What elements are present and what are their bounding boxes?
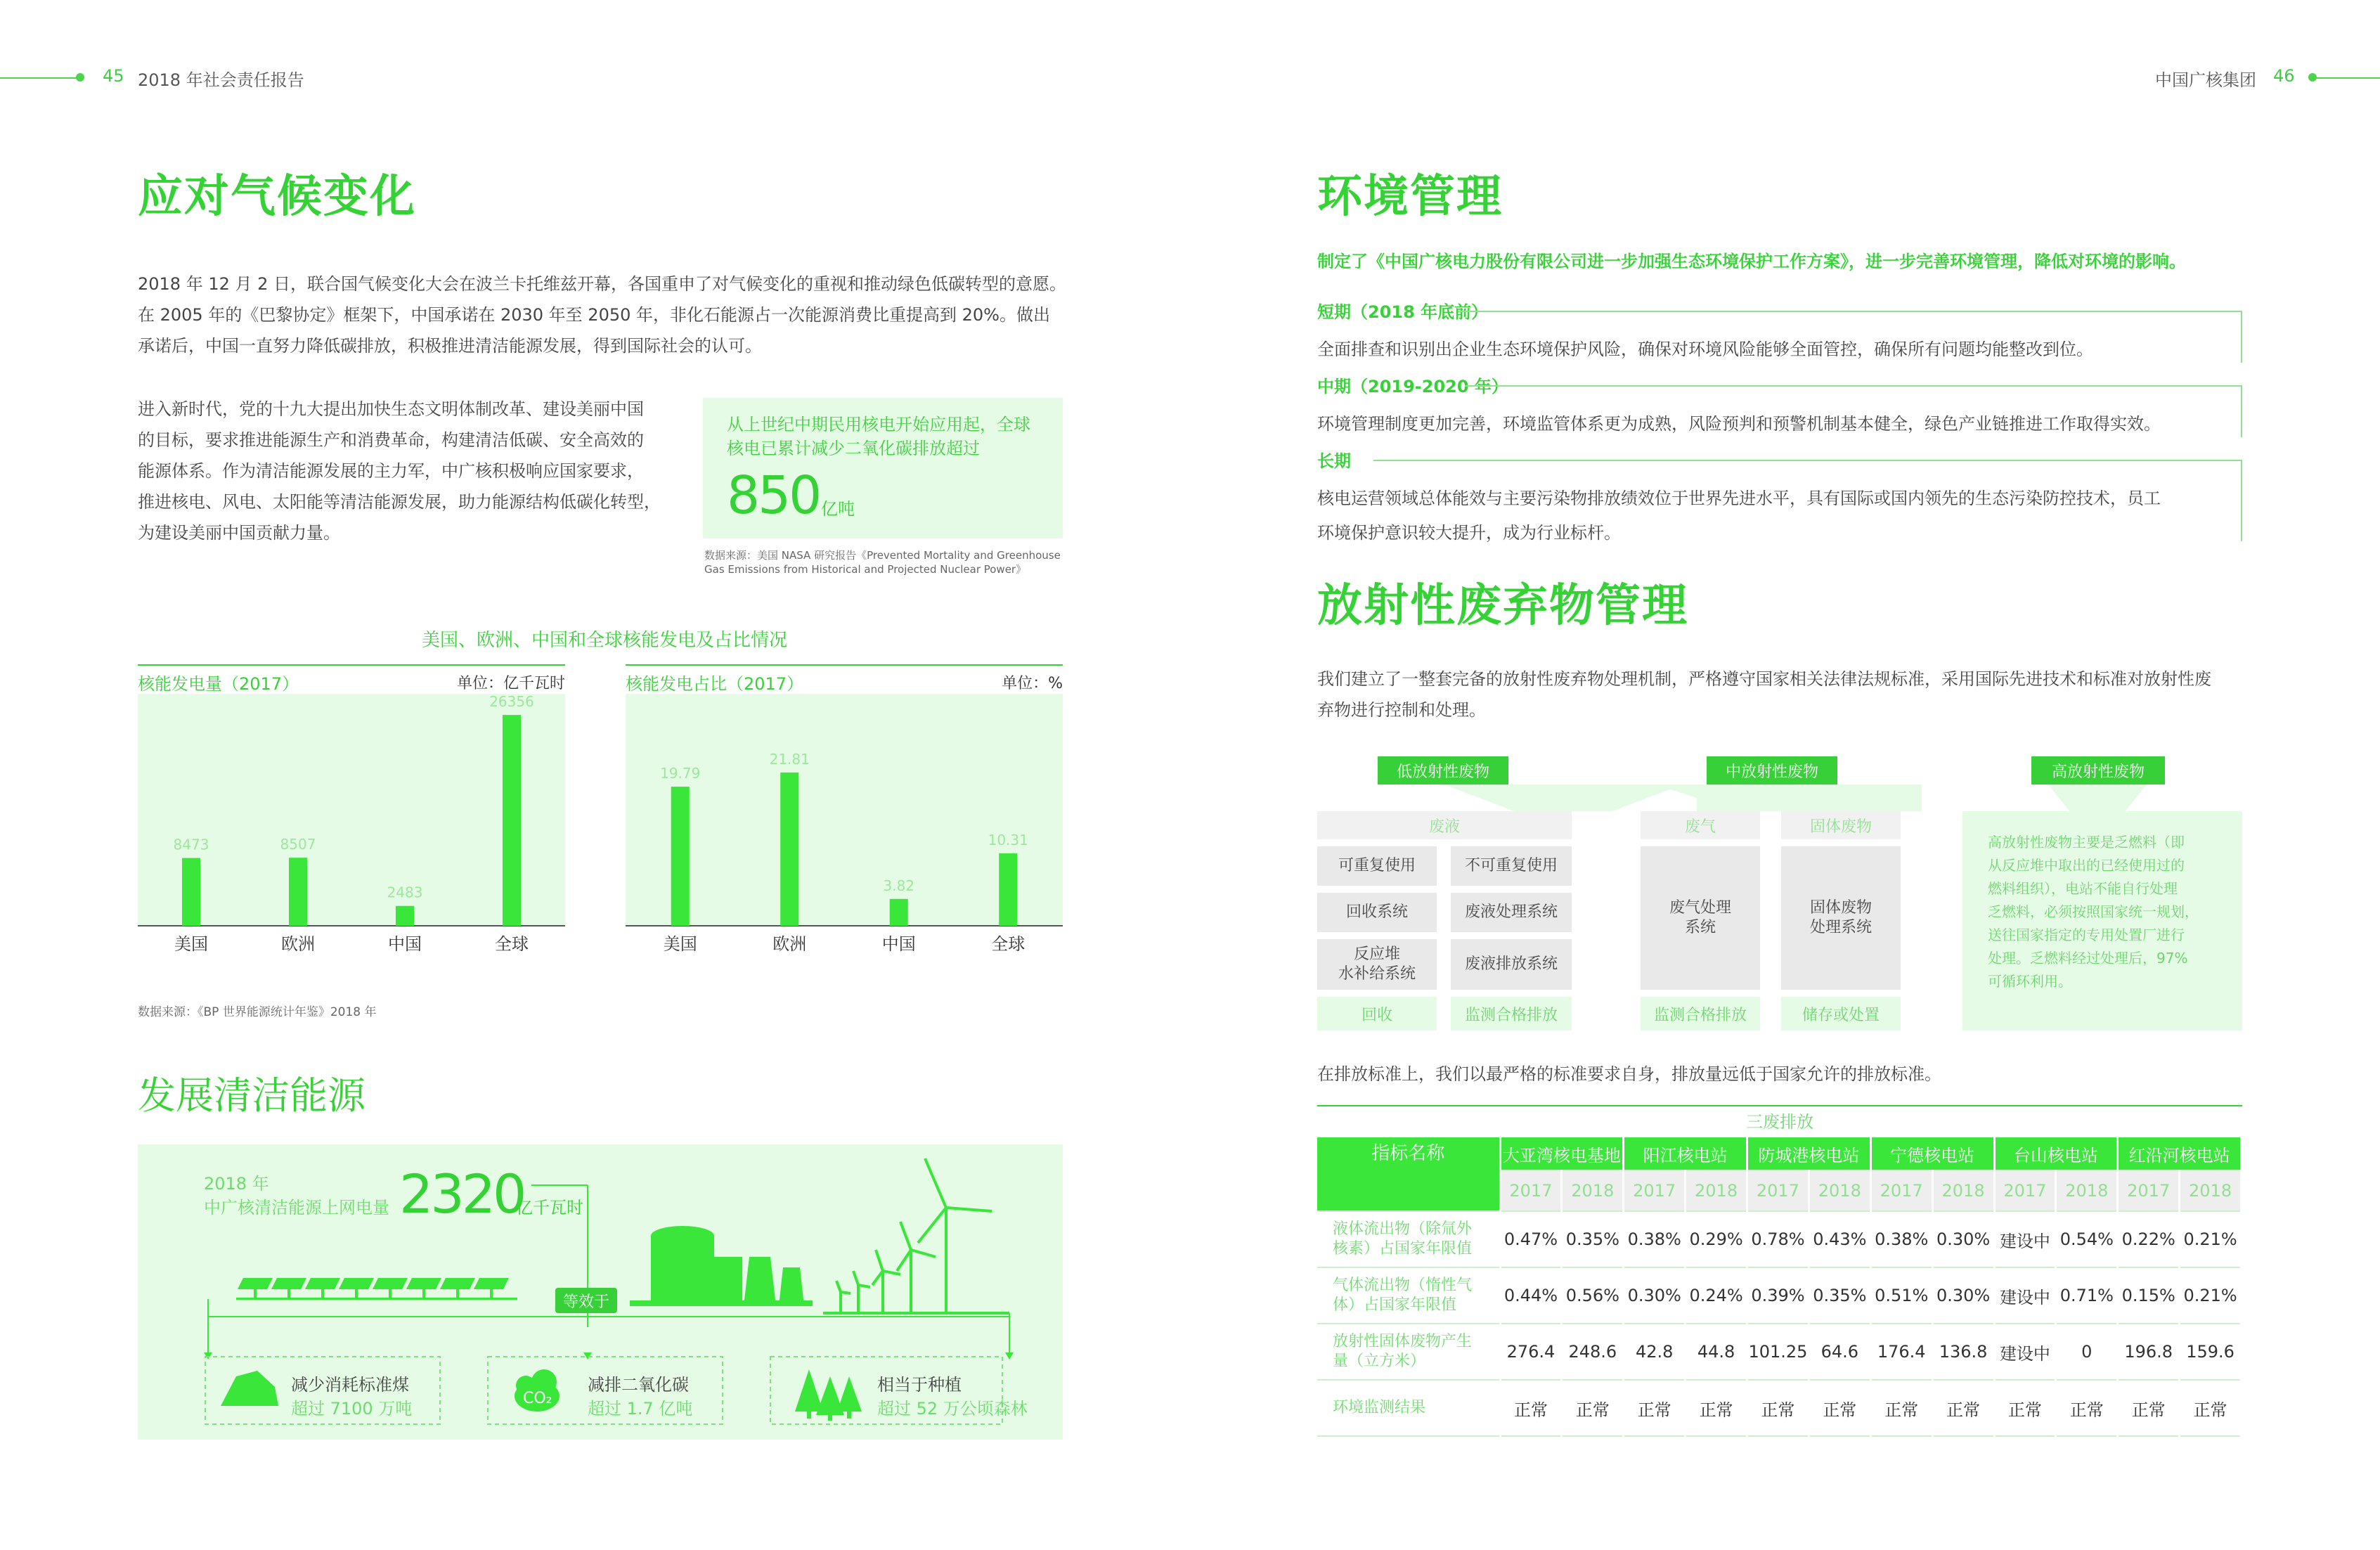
text-line: 从反应堆中取出的已经使用过的 xyxy=(1988,857,2185,874)
text-line: 处理。乏燃料经过处理后，97% xyxy=(1988,950,2188,967)
bar-value-label: 26356 xyxy=(489,693,534,711)
table-cell: 正常 xyxy=(1870,1380,1932,1436)
item-co2-line2: 超过 1.7 亿吨 xyxy=(588,1399,693,1419)
low-right-box-1: 不可重复使用 xyxy=(1451,846,1572,886)
category-label: 美国 xyxy=(174,934,208,954)
table-cell: 0.29% xyxy=(1686,1211,1747,1267)
env-intro: 制定了《中国广核电力股份有限公司进一步加强生态环境保护工作方案》，进一步完善环境管理，降低对环境的影响。 xyxy=(1317,252,2186,271)
table-cell: 0.21% xyxy=(2180,1211,2242,1267)
item-forest-line1: 相当于种植 xyxy=(877,1375,962,1395)
item-co2-line1: 减排二氧化碳 xyxy=(588,1375,689,1395)
row-name-line: 量（立方米） xyxy=(1333,1352,1426,1370)
text-line: 承诺后，中国一直努力降低碳排放，积极推进清洁能源发展，得到国际社会的认可。 xyxy=(138,336,762,356)
clean-unit: 亿千瓦时 xyxy=(516,1198,583,1218)
table-cell: 0.30% xyxy=(1932,1267,1994,1324)
solid-waste-label: 固体废物 xyxy=(1781,811,1901,839)
chart-generation xyxy=(138,664,565,968)
table-cell: 64.6 xyxy=(1809,1324,1870,1380)
low-left-result: 回收 xyxy=(1317,997,1437,1031)
bar-value-label: 2483 xyxy=(387,884,423,901)
emissions-table-wrap xyxy=(1317,1105,2242,1437)
waste-diagram xyxy=(1317,756,2242,1035)
year-header: 2017 xyxy=(1500,1170,1562,1211)
year-header: 2018 xyxy=(2180,1170,2242,1211)
item-forest-line2: 超过 52 万公顷森林 xyxy=(877,1399,1028,1419)
chart-share xyxy=(626,664,1063,968)
chart-bar xyxy=(182,858,200,926)
table-cell: 正常 xyxy=(1809,1380,1870,1436)
row-name-line: 体）占国家年限值 xyxy=(1333,1296,1457,1314)
category-label: 美国 xyxy=(663,934,697,954)
table-cell: 正常 xyxy=(1994,1380,2056,1436)
table-cell: 0.24% xyxy=(1686,1267,1747,1324)
row-name-line: 核素）占国家年限值 xyxy=(1333,1240,1473,1258)
chart-unit: 单位：亿千瓦时 xyxy=(456,675,565,692)
row-name xyxy=(1317,1324,1500,1380)
year-header: 2018 xyxy=(2056,1170,2118,1211)
row-name-line: 放射性固体废物产生 xyxy=(1333,1333,1473,1350)
bar-value-label: 8473 xyxy=(173,836,209,853)
table-cell: 建设中 xyxy=(1994,1324,2056,1380)
callout-line: 核电已累计减少二氧化碳排放超过 xyxy=(727,439,980,458)
table-cell: 0.38% xyxy=(1624,1211,1686,1267)
emission-note: 在排放标准上，我们以最严格的标准要求自身，排放量远低于国家允许的排放标准。 xyxy=(1317,1064,1941,1084)
chart-bar xyxy=(671,787,690,926)
term-frame xyxy=(1373,460,2242,541)
gas-process-box: 废气处理 系统 xyxy=(1641,846,1760,990)
table-cell: 正常 xyxy=(2180,1380,2242,1436)
equals-label: 等效于 xyxy=(555,1288,617,1313)
table-cell: 196.8 xyxy=(2118,1324,2180,1380)
table-cell: 42.8 xyxy=(1624,1324,1686,1380)
table-cell: 0.21% xyxy=(2180,1267,2242,1324)
page-number-left: 45 xyxy=(103,66,124,86)
low-left-box-1: 可重复使用 xyxy=(1317,846,1437,886)
row-name xyxy=(1317,1211,1500,1267)
chart-bar xyxy=(396,906,414,926)
category-label: 中国 xyxy=(388,934,422,954)
row-name-line: 液体流出物（除氚外 xyxy=(1333,1220,1473,1238)
table-cell: 101.25 xyxy=(1747,1324,1809,1380)
year-header: 2017 xyxy=(1870,1170,1932,1211)
low-left-box-3: 反应堆 水补给系统 xyxy=(1317,939,1437,990)
term-text: 环境管理制度更加完善，环境监管体系更为成熟，风险预判和预警机制基本健全，绿色产业链推进工作取得实效。 xyxy=(1317,414,2161,434)
bar-value-label: 21.81 xyxy=(769,750,810,768)
item-coal-line1: 减少消耗标准煤 xyxy=(291,1375,409,1395)
low-right-result: 监测合格排放 xyxy=(1451,997,1572,1031)
gas-waste-label: 废气 xyxy=(1641,811,1760,839)
table-cell: 0.71% xyxy=(2056,1267,2118,1324)
text-line: 弃物进行控制和处理。 xyxy=(1317,700,1486,720)
wind-turbines-icon xyxy=(823,1158,1009,1313)
term-frame xyxy=(1458,311,2242,363)
category-label: 欧洲 xyxy=(772,934,807,954)
category-label: 中国 xyxy=(881,934,916,954)
chart-title: 核能发电占比（2017） xyxy=(626,674,804,694)
chart-section-title: 美国、欧洲、中国和全球核能发电及占比情况 xyxy=(422,630,788,651)
category-label: 欧洲 xyxy=(281,934,315,954)
callout-source xyxy=(704,548,1070,576)
table-cell: 正常 xyxy=(1624,1380,1686,1436)
liquid-waste-label: 废液 xyxy=(1317,811,1572,839)
chart-title: 核能发电量（2017） xyxy=(138,674,299,694)
low-waste-tag: 低放射性废物 xyxy=(1378,756,1508,784)
year-header: 2018 xyxy=(1932,1170,1994,1211)
co2-icon xyxy=(515,1369,560,1412)
item-coal-line2: 超过 7100 万吨 xyxy=(291,1399,413,1419)
term-frame xyxy=(1465,385,2242,437)
low-right-box-3: 废液排放系统 xyxy=(1451,939,1572,990)
low-left-box-2: 回收系统 xyxy=(1317,893,1437,932)
table-cell: 159.6 xyxy=(2180,1324,2242,1380)
year-header: 2017 xyxy=(2118,1170,2180,1211)
table-cell: 136.8 xyxy=(1932,1324,1994,1380)
station-header: 红沿河核电站 xyxy=(2118,1137,2242,1170)
year-header: 2018 xyxy=(1809,1170,1870,1211)
clean-desc: 中广核清洁能源上网电量 xyxy=(204,1198,389,1218)
station-header: 大亚湾核电基地 xyxy=(1500,1137,1624,1170)
text-line: 可循环利用。 xyxy=(1988,973,2072,990)
env-term-long xyxy=(1317,447,2242,543)
table-cell: 0.30% xyxy=(1932,1211,1994,1267)
mid-waste-tag: 中放射性废物 xyxy=(1707,756,1837,784)
svg-text:CO₂: CO₂ xyxy=(523,1390,552,1407)
text-line: 为建设美丽中国贡献力量。 xyxy=(138,523,340,543)
station-header: 防城港核电站 xyxy=(1747,1137,1871,1170)
category-label: 全球 xyxy=(495,934,529,954)
table-cell: 0.38% xyxy=(1870,1211,1932,1267)
callout-line: 从上世纪中期民用核电开始应用起，全球 xyxy=(727,415,1030,434)
bar-value-label: 8507 xyxy=(280,836,316,853)
high-waste-panel xyxy=(1962,811,2242,1031)
chart-bar xyxy=(289,858,307,926)
text-line: 2018 年 12 月 2 日，联合国气候变化大会在波兰卡托维兹开幕，各国重申了对气候变化的重视和推动绿色低碳转型的意愿。 xyxy=(138,274,1067,294)
low-right-box-2: 废液处理系统 xyxy=(1451,893,1572,932)
waste-paragraph xyxy=(1317,664,2259,725)
year-header: 2018 xyxy=(1686,1170,1747,1211)
coal-icon xyxy=(221,1371,278,1406)
company-name: 中国广核集团 xyxy=(2155,70,2256,90)
climate-paragraph-1 xyxy=(138,269,1080,361)
table-row xyxy=(1317,1380,2242,1436)
page-number-right: 46 xyxy=(2273,66,2295,86)
station-header: 宁德核电站 xyxy=(1870,1137,1994,1170)
term-text: 核电运营领域总体能效与主要污染物排放绩效位于世界先进水平，具有国际或国内领先的生态污染防控技术，员工 xyxy=(1317,489,2161,508)
table-cell: 0.54% xyxy=(2056,1211,2118,1267)
table-cell: 248.6 xyxy=(1562,1324,1624,1380)
bar-value-label: 19.79 xyxy=(660,765,701,782)
table-cell: 0 xyxy=(2056,1324,2118,1380)
text-line: 能源体系。作为清洁能源发展的主力军，中广核积极响应国家要求， xyxy=(138,461,644,481)
table-cell: 正常 xyxy=(2056,1380,2118,1436)
header-right-line xyxy=(2313,77,2380,79)
table-cell: 0.35% xyxy=(1562,1211,1624,1267)
row-name xyxy=(1317,1267,1500,1324)
report-title: 2018 年社会责任报告 xyxy=(138,70,304,90)
row-name-line: 环境监测结果 xyxy=(1333,1399,1426,1416)
chart-svg xyxy=(138,664,565,968)
waste-title: 放射性废弃物管理 xyxy=(1317,580,1688,632)
chart-bar xyxy=(890,899,908,926)
text-line: 推进核电、风电、太阳能等清洁能源发展，助力能源结构低碳化转型， xyxy=(138,492,661,512)
table-row xyxy=(1317,1324,2242,1380)
env-term-short xyxy=(1317,298,2242,360)
source-line: Gas Emissions from Historical and Projected Nuclear Power》 xyxy=(704,563,1027,576)
year-header: 2018 xyxy=(1562,1170,1624,1211)
row-name-line: 气体流出物（惰性气 xyxy=(1333,1277,1473,1294)
table-cell: 0.78% xyxy=(1747,1211,1809,1267)
text-line: 乏燃料，必须按照国家统一规划， xyxy=(1988,903,2199,920)
clean-value: 2320 xyxy=(399,1163,524,1225)
env-title: 环境管理 xyxy=(1317,171,1503,223)
year-header: 2017 xyxy=(1747,1170,1809,1211)
table-header-row xyxy=(1317,1137,2242,1170)
gas-result: 监测合格排放 xyxy=(1641,997,1760,1031)
table-cell: 44.8 xyxy=(1686,1324,1747,1380)
chart-bar xyxy=(999,853,1017,926)
year-header: 2017 xyxy=(1994,1170,2056,1211)
table-row xyxy=(1317,1267,2242,1324)
text-line: 高放射性废物主要是乏燃料（即 xyxy=(1988,834,2185,851)
category-label: 全球 xyxy=(991,934,1026,954)
text-line: 在 2005 年的《巴黎协定》框架下，中国承诺在 2030 年至 2050 年，非化石能源占一次能源消费比重提高到 20%。做出 xyxy=(138,305,1050,325)
chart-svg xyxy=(626,664,1063,968)
source-line: 数据来源：美国 NASA 研究报告《Prevented Mortality and Greenhouse xyxy=(704,549,1061,562)
text-line: 送往国家指定的专用处置厂进行 xyxy=(1988,926,2185,943)
text-line: 进入新时代，党的十九大提出加快生态文明体制改革、建设美丽中国 xyxy=(138,399,644,419)
table-cell: 0.47% xyxy=(1500,1211,1562,1267)
clean-energy-title: 发展清洁能源 xyxy=(138,1073,366,1118)
clean-year: 2018 年 xyxy=(204,1174,269,1194)
solid-process-box: 固体废物 处理系统 xyxy=(1781,846,1901,990)
callout-unit: 亿吨 xyxy=(821,499,855,519)
forest-icon xyxy=(795,1369,862,1421)
table-cell: 正常 xyxy=(2118,1380,2180,1436)
text-line: 我们建立了一整套完备的放射性废弃物处理机制，严格遵守国家相关法律法规标准，采用国际先进技术和标准对放射性废 xyxy=(1317,669,2211,689)
term-label: 短期（2018 年底前） xyxy=(1317,302,1489,322)
term-text: 全面排查和识别出企业生态环境保护风险，确保对环境风险能够全面管控，确保所有问题均能整改到位。 xyxy=(1317,340,2093,359)
term-label: 中期（2019-2020 年） xyxy=(1317,377,1508,396)
index-header: 指标名称 xyxy=(1317,1137,1500,1211)
table-cell: 正常 xyxy=(1562,1380,1624,1436)
climate-paragraph-2 xyxy=(138,394,686,548)
bar-value-label: 10.31 xyxy=(988,831,1028,848)
table-row xyxy=(1317,1211,2242,1267)
year-header: 2017 xyxy=(1624,1170,1686,1211)
header-left-dot xyxy=(76,73,84,82)
table-cell: 176.4 xyxy=(1870,1324,1932,1380)
climate-title: 应对气候变化 xyxy=(138,171,416,223)
high-waste-tag: 高放射性废物 xyxy=(2031,756,2165,784)
table-cell: 0.56% xyxy=(1562,1267,1624,1324)
bar-value-label: 3.82 xyxy=(883,877,915,894)
clean-energy-panel xyxy=(138,1144,1063,1440)
table-cell: 正常 xyxy=(1500,1380,1562,1436)
station-header: 台山核电站 xyxy=(1994,1137,2118,1170)
callout-value: 850 xyxy=(727,465,820,526)
table-cell: 0.22% xyxy=(2118,1211,2180,1267)
chart-unit: 单位：% xyxy=(1002,675,1063,692)
table-cell: 正常 xyxy=(1686,1380,1747,1436)
table-cell: 建设中 xyxy=(1994,1211,2056,1267)
row-name xyxy=(1317,1380,1500,1436)
table-cell: 276.4 xyxy=(1500,1324,1562,1380)
table-cell: 0.30% xyxy=(1624,1267,1686,1324)
term-label: 长期 xyxy=(1317,451,1351,471)
table-title: 三废排放 xyxy=(1746,1112,1813,1132)
table-cell: 0.43% xyxy=(1809,1211,1870,1267)
emissions-table xyxy=(1317,1137,2242,1437)
table-cell: 0.15% xyxy=(2118,1267,2180,1324)
table-cell: 0.39% xyxy=(1747,1267,1809,1324)
chart-bar xyxy=(503,715,521,926)
solid-result: 储存或处置 xyxy=(1781,997,1901,1031)
chart-bar xyxy=(780,773,798,926)
table-cell: 建设中 xyxy=(1994,1267,2056,1324)
chart-source: 数据来源：《BP 世界能源统计年鉴》2018 年 xyxy=(138,1005,377,1019)
table-cell: 0.35% xyxy=(1809,1267,1870,1324)
table-cell: 0.51% xyxy=(1870,1267,1932,1324)
term-text: 环境保护意识较大提升，成为行业标杆。 xyxy=(1317,523,1621,543)
solar-panels-icon xyxy=(236,1278,517,1300)
header-left-line xyxy=(0,77,79,79)
table-cell: 正常 xyxy=(1932,1380,1994,1436)
text-line: 燃料组织），电站不能自行处理 xyxy=(1988,880,2178,897)
co2-callout-box xyxy=(703,398,1063,538)
station-header: 阳江核电站 xyxy=(1624,1137,1747,1170)
high-waste-text xyxy=(1962,811,2242,993)
env-term-mid xyxy=(1317,373,2242,434)
text-line: 的目标，要求推进能源生产和消费革命，构建清洁低碳、安全高效的 xyxy=(138,430,644,450)
table-cell: 正常 xyxy=(1747,1380,1809,1436)
nuclear-plant-icon xyxy=(630,1226,813,1306)
table-cell: 0.44% xyxy=(1500,1267,1562,1324)
